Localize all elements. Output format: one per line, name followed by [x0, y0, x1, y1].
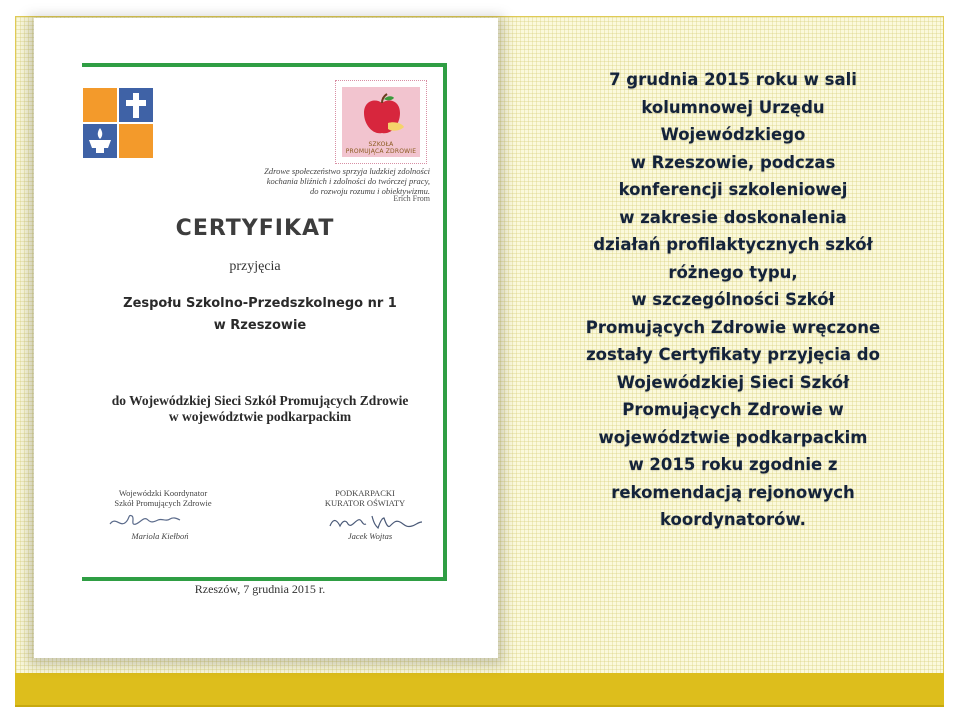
certificate-border-bottom — [82, 577, 447, 581]
description-line: w zakresie doskonalenia — [619, 207, 847, 227]
certificate-border-top — [82, 63, 446, 67]
signature-right-role-line2: KURATOR OŚWIATY — [324, 498, 406, 508]
description-line: rekomendacją rejonowych — [611, 482, 855, 502]
signature-left-role — [88, 488, 238, 508]
school-name-line2: w Rzeszowie — [213, 318, 307, 333]
stamp-label-line2: PROMUJĄCA ZDROWIE — [345, 148, 417, 155]
description-line: Promujących Zdrowie w — [622, 400, 844, 419]
quote — [200, 166, 430, 196]
certificate-subtitle: przyjęcia — [229, 259, 281, 274]
description-line: kolumnowej Urzędu — [641, 97, 825, 117]
description-line: koordynatorów. — [660, 510, 806, 529]
description-line: województwie podkarpackim — [598, 427, 868, 447]
signature-right-icon — [328, 512, 426, 532]
health-cross-logo-icon — [83, 88, 153, 158]
signature-left-icon — [108, 512, 184, 530]
place-and-date: Rzeszów, 7 grudnia 2015 r. — [194, 582, 326, 596]
description-line: działań profilaktycznych szkół — [593, 235, 873, 254]
certificate-title: CERTYFIKAT — [175, 216, 335, 241]
quote-line3: do rozwoju rozumu i obiektywizmu. — [309, 186, 430, 196]
quote-line1: Zdrowe społeczeństwo sprzyja ludzkiej zdolności — [264, 166, 430, 176]
description-line: w 2015 roku zgodnie z — [628, 455, 838, 474]
stamp-label-line1: SZKOŁA — [368, 141, 394, 148]
quote-author: Erich From — [393, 194, 430, 203]
network-line1: do Wojewódzkiej Sieci Szkół Promujących Zdrowie — [111, 393, 409, 408]
description-line: różnego typu, — [668, 262, 798, 282]
description-line: Wojewódzkiej Sieci Szkół — [616, 372, 850, 392]
description-line: zostały Certyfikaty przyjęcia do — [586, 345, 880, 364]
apple-icon — [358, 91, 406, 139]
network-line2: w województwie podkarpackim — [168, 409, 352, 424]
signature-left-role-line2: Szkół Promujących Zdrowie — [114, 498, 212, 508]
signature-left-name: Mariola Kiełboń — [131, 531, 189, 541]
description-line: konferencji szkoleniowej — [618, 180, 848, 199]
school-stamp — [335, 80, 427, 164]
signature-right-role — [300, 488, 430, 508]
certificate-border-right — [443, 63, 447, 581]
signature-right-role-line1: PODKARPACKI — [335, 488, 395, 498]
description-line: w szczególności Szkół — [631, 290, 835, 309]
school-name-line1: Zespołu Szkolno-Przedszkolnego nr 1 — [123, 296, 397, 311]
signature-right-name: Jacek Wojtas — [347, 531, 393, 541]
description-line: Promujących Zdrowie wręczone — [585, 317, 881, 337]
description-line: 7 grudnia 2015 roku w sali — [609, 70, 857, 89]
description-line: w Rzeszowie, podczas — [630, 152, 836, 172]
footer-bar — [15, 673, 944, 707]
description-line: Wojewódzkiego — [660, 125, 806, 144]
description-text — [548, 66, 918, 534]
signature-left-role-line1: Wojewódzki Koordynator — [118, 488, 208, 498]
quote-line2: kochania bliźnich i zdolności do twórczej pracy, — [266, 176, 430, 186]
